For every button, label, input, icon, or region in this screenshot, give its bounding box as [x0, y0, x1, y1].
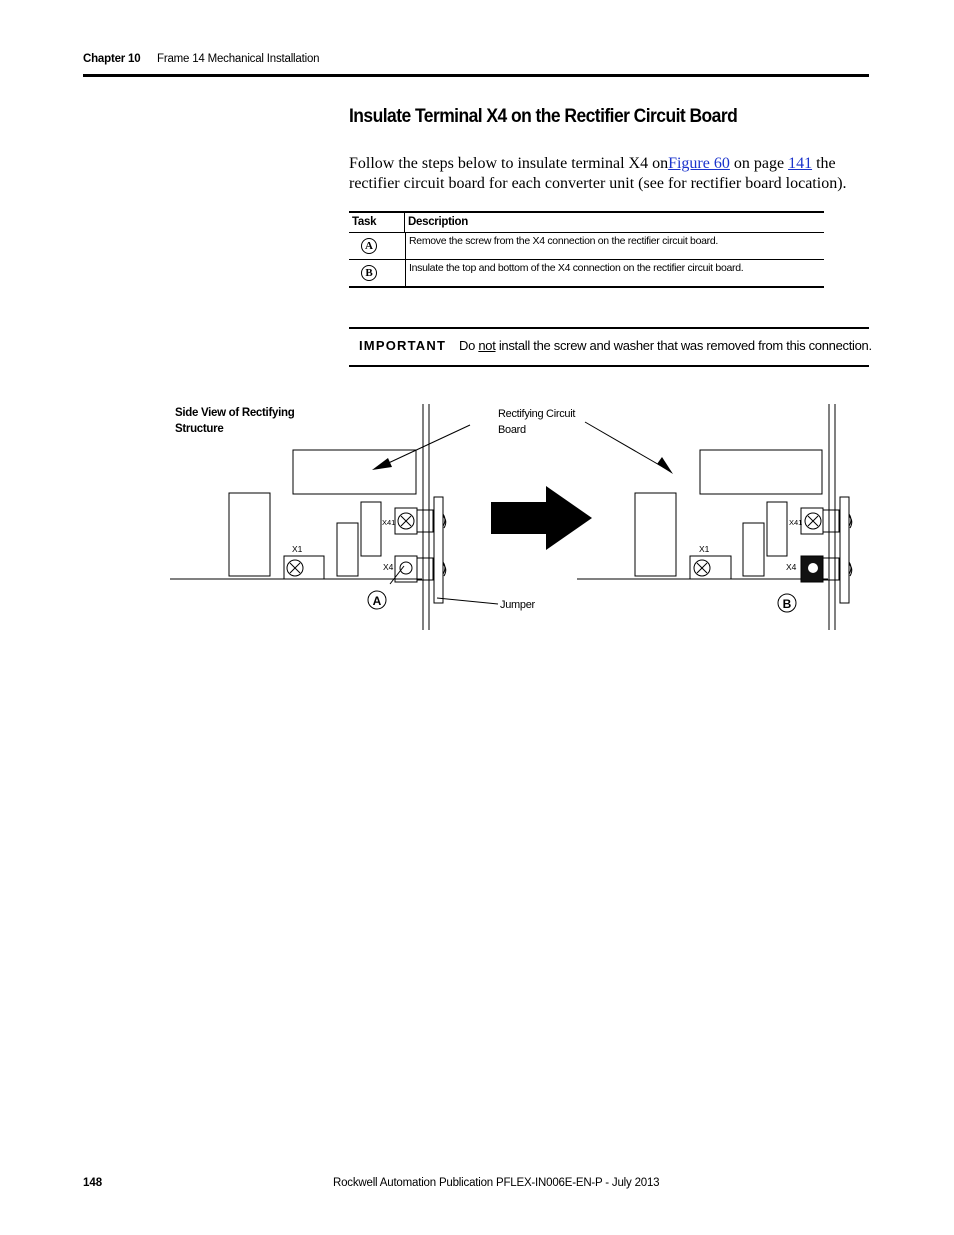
page-141-link[interactable]: 141 — [788, 155, 813, 172]
description-cell: Remove the screw from the X4 connection on the rectifier circuit board. — [409, 235, 719, 247]
figure-60-link[interactable]: Figure 60 — [668, 155, 730, 172]
right-x4-lug — [823, 558, 839, 580]
intro-text-1: Follow the steps below to insulate terminal X4 on — [349, 155, 669, 172]
step-a-badge: A — [361, 238, 377, 254]
left-component-small — [337, 523, 358, 576]
left-x4-terminal — [395, 556, 417, 582]
jumper-label: Jumper — [500, 599, 535, 611]
board-leader-left — [382, 425, 470, 466]
figure-caption-line2: Structure — [175, 423, 224, 435]
right-x41-label: X41 — [789, 518, 803, 527]
left-jumper-bar — [434, 497, 443, 603]
description-cell: Insulate the top and bottom of the X4 connection on the rectifier circuit board. — [409, 262, 744, 274]
left-x41-label: X41 — [382, 518, 396, 527]
left-board-component — [293, 450, 416, 494]
important-text-before: Do — [459, 338, 479, 353]
board-leader-right-arrowhead — [657, 457, 673, 474]
left-x1-label: X1 — [292, 544, 303, 554]
description-column-header: Description — [408, 216, 468, 228]
page-number: 148 — [83, 1177, 103, 1189]
right-jumper-bar — [840, 497, 849, 603]
left-x4-empty-hole-icon — [400, 562, 412, 574]
right-x41-lug — [823, 510, 839, 532]
left-component-x41-block — [361, 502, 381, 556]
publication-footer: Rockwell Automation Publication PFLEX-IN006E-EN-P - July 2013 — [333, 1177, 660, 1189]
right-x1-terminal — [690, 556, 731, 579]
left-x41-lug — [417, 510, 433, 532]
right-component-small — [743, 523, 764, 576]
important-emphasis: not — [478, 338, 496, 353]
right-x41-terminal — [801, 508, 823, 534]
right-component-tall — [635, 493, 676, 576]
right-board-component — [700, 450, 822, 494]
left-step-letter: A — [372, 594, 382, 608]
step-b-badge: B — [361, 265, 377, 281]
left-component-tall — [229, 493, 270, 576]
right-x4-insulator-icon — [808, 563, 818, 573]
board-leader-left-arrowhead — [372, 458, 392, 470]
board-label-line2: Board — [498, 424, 526, 436]
right-x4-label: X4 — [786, 562, 797, 572]
right-x1-label: X1 — [699, 544, 710, 554]
left-x4-label: X4 — [383, 562, 394, 572]
intro-text-2: on page — [729, 155, 789, 172]
important-text-after: install the screw and washer that was removed from this connection. — [495, 338, 872, 353]
important-label: IMPORTANT — [359, 338, 447, 353]
board-leader-right — [585, 422, 668, 470]
figure-caption-line1: Side View of Rectifying — [175, 407, 295, 419]
task-column-header: Task — [349, 213, 405, 232]
right-component-x41-block — [767, 502, 787, 556]
right-step-letter: B — [782, 597, 792, 611]
section-heading: Insulate Terminal X4 on the Rectifier Circuit Board — [349, 106, 738, 127]
left-x4-lug — [417, 558, 433, 580]
board-label-line1: Rectifying Circuit — [498, 408, 576, 420]
running-header-title: Frame 14 Mechanical Installation — [157, 53, 320, 65]
chapter-label: Chapter 10 — [83, 53, 141, 65]
transition-arrow-icon — [491, 486, 592, 550]
intro-text-3: the rectifier circuit board for each converter unit (see for rectifier board location). — [349, 155, 847, 192]
left-x1-terminal — [284, 556, 324, 579]
jumper-leader — [437, 598, 498, 604]
